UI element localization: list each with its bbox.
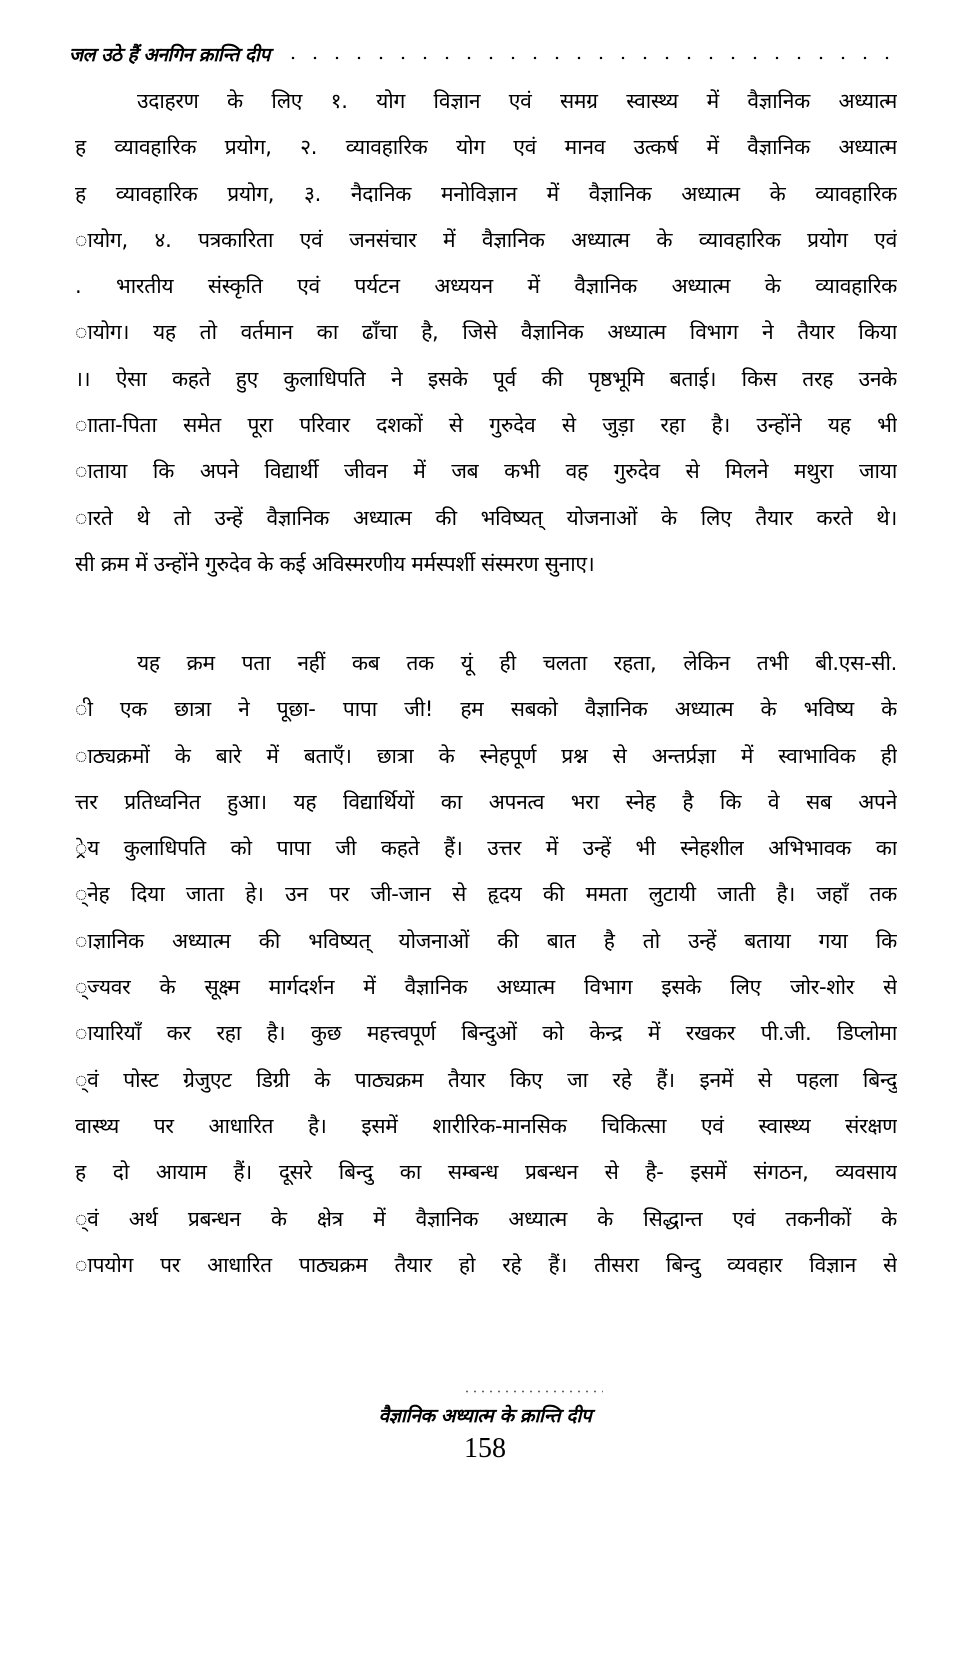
text-line: ्रेय कुलाधिपति को पापा जी कहते हैं। उत्तर में उन्हें भी स्नेहशील अभिभावक का <box>75 836 897 861</box>
paragraph-1 <box>75 78 897 587</box>
text-line: ााता-पिता समेत पूरा परिवार दशकों से गुरुदेव से जुड़ा रहा है। उन्होंने यह भी <box>75 413 897 438</box>
footer-book-title: वैज्ञानिक अध्यात्म के क्रान्ति दीप <box>378 1405 592 1427</box>
text-line: वास्थ्य पर आधारित है। इसमें शारीरिक-मानसिक चिकित्सा एवं स्वास्थ्य संरक्षण <box>75 1113 897 1138</box>
text-line: ारते थे तो उन्हें वैज्ञानिक अध्यात्म की भविष्यत् योजनाओं के लिए तैयार करते थे। <box>75 505 897 530</box>
text-line: ाताया कि अपने विद्यार्थी जीवन में जब कभी वह गुरुदेव से मिलने मथुरा जाया <box>75 459 897 484</box>
text-line: ्वं अर्थ प्रबन्धन के क्षेत्र में वैज्ञानिक अध्यात्म के सिद्धान्त एवं तकनीकों के <box>75 1206 897 1231</box>
paragraph-2 <box>75 640 897 1288</box>
text-line: यह क्रम पता नहीं कब तक यूं ही चलता रहता, लेकिन तभी बी.एस-सी. <box>137 651 897 675</box>
text-line: ापयोग पर आधारित पाठ्यक्रम तैयार हो रहे हैं। तीसरा बिन्दु व्यवहार विज्ञान से <box>75 1252 897 1277</box>
text-line: सी क्रम में उन्होंने गुरुदेव के कई अविस्मरणीय मर्मस्पर्शी संस्मरण सुनाए। <box>75 551 595 576</box>
running-header-title: जल उठे हैं अनगिन क्रान्ति दीप <box>69 44 270 66</box>
text-line: ।। ऐसा कहते हुए कुलाधिपति ने इसके पूर्व की पृष्ठभूमि बताई। किस तरह उनके <box>75 366 897 391</box>
text-line: ्वं पोस्ट ग्रेजुएट डिग्री के पाठ्यक्रम तैयार किए जा रहे हैं। इनमें से पहला बिन्दु <box>75 1067 897 1092</box>
text-line: ी एक छात्रा ने पूछा- पापा जी! हम सबको वैज्ञानिक अध्यात्म के भविष्य के <box>75 697 897 722</box>
footer-divider <box>463 1390 603 1393</box>
text-line: ायोग, ४. पत्रकारिता एवं जनसंचार में वैज्ञानिक अध्यात्म के व्यावहारिक प्रयोग एवं <box>75 227 897 252</box>
text-line: उदाहरण के लिए १. योग विज्ञान एवं समग्र स्वास्थ्य में वैज्ञानिक अध्यात्म <box>137 89 897 113</box>
text-line: ायारियाँ कर रहा है। कुछ महत्त्वपूर्ण बिन्दुओं को केन्द्र में रखकर पी.जी. डिप्लोमा <box>75 1021 897 1046</box>
text-line: ह व्यावहारिक प्रयोग, ३. नैदानिक मनोविज्ञान में वैज्ञानिक अध्यात्म के व्यावहारिक <box>75 181 897 206</box>
text-line: त्तर प्रतिध्वनित हुआ। यह विद्यार्थियों का अपनत्व भरा स्नेह है कि वे सब अपने <box>75 789 897 814</box>
text-line: ्ज्यवर के सूक्ष्म मार्गदर्शन में वैज्ञानिक अध्यात्म विभाग इसके लिए जोर-शोर से <box>75 975 897 1000</box>
page-number: 158 <box>464 1433 506 1464</box>
text-line: ह व्यावहारिक प्रयोग, २. व्यावहारिक योग एवं मानव उत्कर्ष में वैज्ञानिक अध्यात्म <box>75 135 897 160</box>
text-line: ाठ्यक्रमों के बारे में बताएँ। छात्रा के स्नेहपूर्ण प्रश्न से अन्तर्प्रज्ञा में स्वाभाविक ही <box>75 743 897 768</box>
text-line: ह दो आयाम हैं। दूसरे बिन्दु का सम्बन्ध प्रबन्धन से है- इसमें संगठन, व्यवसाय <box>75 1160 897 1185</box>
text-line: ाज्ञानिक अध्यात्म की भविष्यत् योजनाओं की बात है तो उन्हें बताया गया कि <box>75 928 897 953</box>
text-line: . भारतीय संस्कृति एवं पर्यटन अध्ययन में वैज्ञानिक अध्यात्म के व्यावहारिक <box>75 274 897 299</box>
text-line: ायोग। यह तो वर्तमान का ढाँचा है, जिसे वैज्ञानिक अध्यात्म विभाग ने तैयार किया <box>75 320 897 345</box>
dot-leader <box>282 56 899 60</box>
running-header <box>69 38 899 68</box>
text-line: ्नेह दिया जाता हे। उन पर जी-जान से हृदय की ममता लुटायी जाती है। जहाँ तक <box>75 882 897 907</box>
